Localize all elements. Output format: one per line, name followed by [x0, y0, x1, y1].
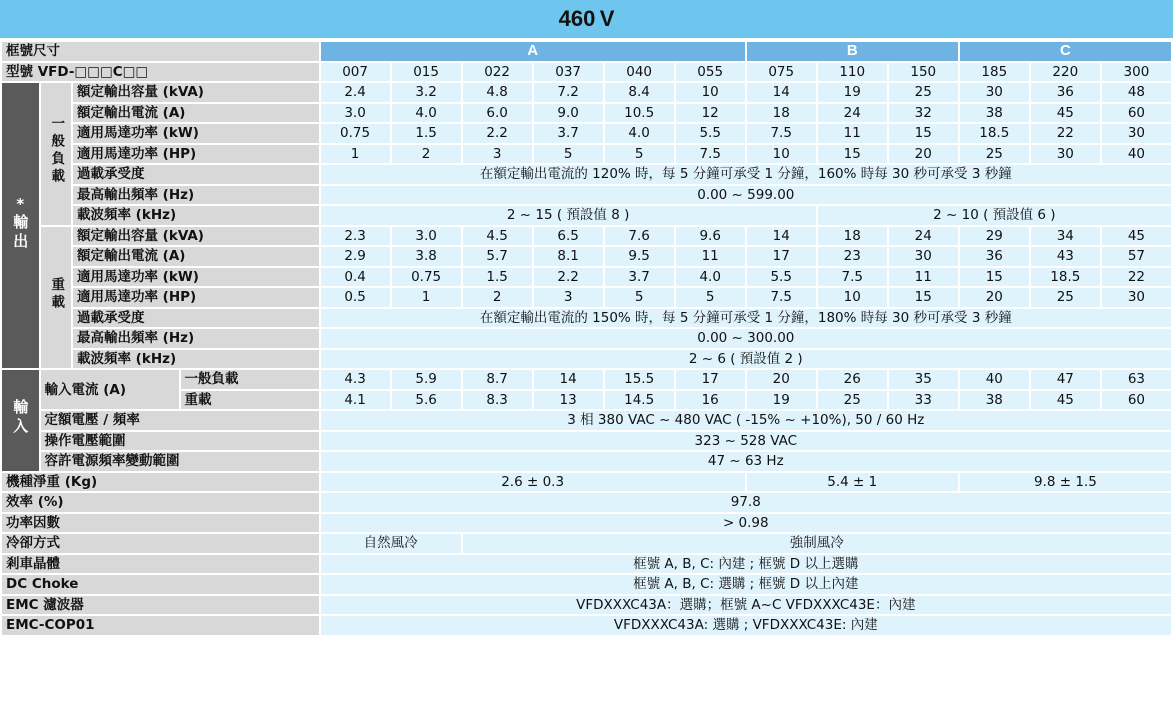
value-cell: 1: [321, 145, 390, 164]
maxfreq-label: 最高輸出頻率 (Hz): [73, 329, 319, 348]
value-cell: 16: [676, 391, 745, 410]
input-row: [2, 452, 1171, 471]
row-label: 額定輸出容量 (kVA): [73, 227, 319, 246]
row-label: 額定輸出容量 (kVA): [73, 83, 319, 102]
value-cell: 17: [676, 370, 745, 389]
cooling-label: 冷卻方式: [2, 534, 319, 553]
value-cell: 4.3: [321, 370, 390, 389]
value-cell: 57: [1102, 247, 1171, 266]
maxfreq-row: [2, 329, 1171, 348]
value-cell: 5: [605, 288, 674, 307]
value-cell: 45: [1031, 104, 1100, 123]
output-group-text: 輸出: [11, 214, 30, 252]
emc-filter: [2, 596, 1171, 615]
value-cell: 4.0: [676, 268, 745, 287]
carrier-row: [2, 350, 1171, 369]
overload-row: [2, 309, 1171, 328]
value-cell: 7.5: [747, 124, 816, 143]
value-cell: 45: [1102, 227, 1171, 246]
model-cell: 220: [1031, 63, 1100, 82]
input-current-sublabel: 重載: [181, 391, 319, 410]
weight-c: 9.8 ± 1.5: [960, 473, 1171, 492]
value-cell: 18: [747, 104, 816, 123]
row-label: 額定輸出電流 (A): [73, 104, 319, 123]
value-cell: 0.4: [321, 268, 390, 287]
input-row-value: 323 ~ 528 VAC: [321, 432, 1171, 451]
output-group-label: [2, 83, 39, 368]
model-cell: 110: [818, 63, 887, 82]
row-label: 適用馬達功率 (kW): [73, 268, 319, 287]
value-cell: 9.0: [534, 104, 603, 123]
row-label: 適用馬達功率 (HP): [73, 288, 319, 307]
value-cell: 4.5: [463, 227, 532, 246]
brake: [2, 555, 1171, 574]
value-cell: 0.5: [321, 288, 390, 307]
model-cell: 007: [321, 63, 390, 82]
value-cell: 3.2: [392, 83, 461, 102]
input-row-label: 容許電源頻率變動範圍: [41, 452, 319, 471]
value-cell: 25: [1031, 288, 1100, 307]
overload-value: 在額定輸出電流的 150% 時，每 5 分鐘可承受 1 分鐘，180% 時每 30 秒可承受 3 秒鐘: [321, 309, 1171, 328]
value-cell: 12: [676, 104, 745, 123]
input-current-label: 輸入電流 (A): [41, 370, 179, 409]
table-row: [2, 268, 1171, 287]
value-cell: 38: [960, 104, 1029, 123]
power-factor: [2, 514, 1171, 533]
model-cell: 300: [1102, 63, 1171, 82]
table-row: [2, 227, 1171, 246]
spec-table: [0, 40, 1173, 637]
carrier-value-b: 2 ~ 10 ( 預設值 6 ): [818, 206, 1171, 225]
value-cell: 6.5: [534, 227, 603, 246]
value-cell: 11: [818, 124, 887, 143]
overload-value: 在額定輸出電流的 120% 時，每 5 分鐘可承受 1 分鐘，160% 時每 30 秒可承受 3 秒鐘: [321, 165, 1171, 184]
frame-a-header: A: [321, 42, 745, 61]
value-cell: 7.5: [676, 145, 745, 164]
value-cell: 5.7: [463, 247, 532, 266]
value-cell: 14: [534, 370, 603, 389]
value-cell: 45: [1031, 391, 1100, 410]
value-cell: 20: [889, 145, 958, 164]
value-cell: 5.5: [676, 124, 745, 143]
value-cell: 7.5: [818, 268, 887, 287]
value-cell: 18: [818, 227, 887, 246]
table-row: [2, 247, 1171, 266]
dc-choke-label: DC Choke: [2, 575, 319, 594]
value-cell: 30: [1031, 145, 1100, 164]
value-cell: 0.75: [392, 268, 461, 287]
value-cell: 5.9: [392, 370, 461, 389]
value-cell: 7.5: [747, 288, 816, 307]
carrier-value: 2 ~ 6 ( 預設值 2 ): [321, 350, 1171, 369]
value-cell: 25: [818, 391, 887, 410]
dc-choke-value: 框號 A, B, C: 選購 ; 框號 D 以上內建: [321, 575, 1171, 594]
model-label: 型號 VFD-□□□C□□: [2, 63, 319, 82]
emc-cop: [2, 616, 1171, 635]
dc-choke: [2, 575, 1171, 594]
value-cell: 48: [1102, 83, 1171, 102]
input-row-value: 47 ~ 63 Hz: [321, 452, 1171, 471]
value-cell: 4.0: [392, 104, 461, 123]
input-group-label: [2, 370, 39, 471]
value-cell: 19: [747, 391, 816, 410]
value-cell: 10: [676, 83, 745, 102]
value-cell: 34: [1031, 227, 1100, 246]
value-cell: 2.4: [321, 83, 390, 102]
value-cell: 8.4: [605, 83, 674, 102]
value-cell: 15: [960, 268, 1029, 287]
value-cell: 32: [889, 104, 958, 123]
value-cell: 0.75: [321, 124, 390, 143]
cooling-natural: 自然風冷: [321, 534, 461, 553]
value-cell: 40: [960, 370, 1029, 389]
value-cell: 25: [960, 145, 1029, 164]
power-factor-label: 功率因數: [2, 514, 319, 533]
model-cell: 022: [463, 63, 532, 82]
value-cell: 8.3: [463, 391, 532, 410]
value-cell: 22: [1102, 268, 1171, 287]
normal_duty-group-text: 一般負載: [48, 115, 65, 186]
cooling-forced: 強制風冷: [463, 534, 1171, 553]
page-title: 460 V: [0, 0, 1173, 38]
value-cell: 10: [747, 145, 816, 164]
value-cell: 5: [534, 145, 603, 164]
value-cell: 3.0: [392, 227, 461, 246]
value-cell: 10.5: [605, 104, 674, 123]
row-label: 適用馬達功率 (HP): [73, 145, 319, 164]
weight-a: 2.6 ± 0.3: [321, 473, 745, 492]
cooling-row: [2, 534, 1171, 553]
value-cell: 63: [1102, 370, 1171, 389]
value-cell: 4.0: [605, 124, 674, 143]
value-cell: 26: [818, 370, 887, 389]
carrier-label: 載波頻率 (kHz): [73, 350, 319, 369]
value-cell: 8.7: [463, 370, 532, 389]
value-cell: 11: [889, 268, 958, 287]
model-cell: 150: [889, 63, 958, 82]
value-cell: 22: [1031, 124, 1100, 143]
frame-row: [2, 42, 1171, 61]
input-current-row: [2, 370, 1171, 389]
frame-b-header: B: [747, 42, 958, 61]
normal_duty-group-label: [41, 83, 71, 225]
emc-filter-value: VFDXXXC43A：選購；框號 A~C VFDXXXC43E：內建: [321, 596, 1171, 615]
model-cell: 185: [960, 63, 1029, 82]
value-cell: 5.5: [747, 268, 816, 287]
value-cell: 1.5: [392, 124, 461, 143]
value-cell: 47: [1031, 370, 1100, 389]
model-row: [2, 63, 1171, 82]
value-cell: 14: [747, 83, 816, 102]
value-cell: 3.7: [534, 124, 603, 143]
value-cell: 2: [463, 288, 532, 307]
value-cell: 8.1: [534, 247, 603, 266]
frame-c-header: C: [960, 42, 1171, 61]
emc-filter-label: EMC 濾波器: [2, 596, 319, 615]
value-cell: 14.5: [605, 391, 674, 410]
value-cell: 38: [960, 391, 1029, 410]
heavy_duty-group-label: [41, 227, 71, 369]
power-factor-value: > 0.98: [321, 514, 1171, 533]
value-cell: 23: [818, 247, 887, 266]
brake-value: 框號 A, B, C: 內建 ; 框號 D 以上選購: [321, 555, 1171, 574]
frame-label: 框號尺寸: [2, 42, 319, 61]
value-cell: 29: [960, 227, 1029, 246]
value-cell: 30: [1102, 124, 1171, 143]
input-current-sublabel: 一般負載: [181, 370, 319, 389]
row-label: 適用馬達功率 (kW): [73, 124, 319, 143]
value-cell: 3: [534, 288, 603, 307]
value-cell: 30: [1102, 288, 1171, 307]
table-row: [2, 83, 1171, 102]
value-cell: 17: [747, 247, 816, 266]
weight-row: [2, 473, 1171, 492]
carrier-label: 載波頻率 (kHz): [73, 206, 319, 225]
value-cell: 1: [392, 288, 461, 307]
value-cell: 13: [534, 391, 603, 410]
model-cell: 075: [747, 63, 816, 82]
table-row: [2, 145, 1171, 164]
value-cell: 30: [889, 247, 958, 266]
value-cell: 7.6: [605, 227, 674, 246]
value-cell: 9.5: [605, 247, 674, 266]
weight-b: 5.4 ± 1: [747, 473, 958, 492]
value-cell: 5: [676, 288, 745, 307]
value-cell: 30: [960, 83, 1029, 102]
value-cell: 36: [1031, 83, 1100, 102]
value-cell: 4.1: [321, 391, 390, 410]
input-row: [2, 432, 1171, 451]
value-cell: 2.2: [534, 268, 603, 287]
value-cell: 3.8: [392, 247, 461, 266]
input-row: [2, 411, 1171, 430]
row-label: 額定輸出電流 (A): [73, 247, 319, 266]
carrier-value-a: 2 ~ 15 ( 預設值 8 ): [321, 206, 816, 225]
value-cell: 15: [889, 124, 958, 143]
value-cell: 6.0: [463, 104, 532, 123]
value-cell: 2.3: [321, 227, 390, 246]
table-row: [2, 124, 1171, 143]
value-cell: 1.5: [463, 268, 532, 287]
value-cell: 24: [818, 104, 887, 123]
value-cell: 3: [463, 145, 532, 164]
value-cell: 43: [1031, 247, 1100, 266]
value-cell: 60: [1102, 391, 1171, 410]
efficiency: [2, 493, 1171, 512]
maxfreq-value: 0.00 ~ 300.00: [321, 329, 1171, 348]
value-cell: 20: [747, 370, 816, 389]
value-cell: 3.0: [321, 104, 390, 123]
carrier-row: [2, 206, 1171, 225]
overload-label: 過載承受度: [73, 309, 319, 328]
value-cell: 24: [889, 227, 958, 246]
emc-cop-label: EMC-COP01: [2, 616, 319, 635]
value-cell: 15: [818, 145, 887, 164]
overload-row: [2, 165, 1171, 184]
value-cell: 14: [747, 227, 816, 246]
value-cell: 10: [818, 288, 887, 307]
value-cell: 20: [960, 288, 1029, 307]
input-group-text: 輸入: [11, 398, 30, 437]
model-cell: 037: [534, 63, 603, 82]
value-cell: 2: [392, 145, 461, 164]
maxfreq-row: [2, 186, 1171, 205]
value-cell: 25: [889, 83, 958, 102]
heavy_duty-group-text: 重載: [48, 276, 65, 312]
emc-cop-value: VFDXXXC43A: 選購 ; VFDXXXC43E: 內建: [321, 616, 1171, 635]
value-cell: 2.2: [463, 124, 532, 143]
value-cell: 40: [1102, 145, 1171, 164]
efficiency-value: 97.8: [321, 493, 1171, 512]
weight-label: 機種淨重 (Kg): [2, 473, 319, 492]
value-cell: 18.5: [1031, 268, 1100, 287]
value-cell: 11: [676, 247, 745, 266]
model-cell: 040: [605, 63, 674, 82]
value-cell: 15.5: [605, 370, 674, 389]
value-cell: 2.9: [321, 247, 390, 266]
value-cell: 5: [605, 145, 674, 164]
value-cell: 15: [889, 288, 958, 307]
value-cell: 33: [889, 391, 958, 410]
value-cell: 60: [1102, 104, 1171, 123]
value-cell: 5.6: [392, 391, 461, 410]
table-row: [2, 288, 1171, 307]
input-row-label: 定額電壓 / 頻率: [41, 411, 319, 430]
efficiency-label: 效率 (%): [2, 493, 319, 512]
output-mark: *: [16, 195, 25, 213]
value-cell: 3.7: [605, 268, 674, 287]
value-cell: 35: [889, 370, 958, 389]
table-row: [2, 104, 1171, 123]
maxfreq-value: 0.00 ~ 599.00: [321, 186, 1171, 205]
value-cell: 19: [818, 83, 887, 102]
maxfreq-label: 最高輸出頻率 (Hz): [73, 186, 319, 205]
brake-label: 剎車晶體: [2, 555, 319, 574]
value-cell: 36: [960, 247, 1029, 266]
overload-label: 過載承受度: [73, 165, 319, 184]
model-cell: 055: [676, 63, 745, 82]
input-row-label: 操作電壓範圍: [41, 432, 319, 451]
value-cell: 9.6: [676, 227, 745, 246]
input-row-value: 3 相 380 VAC ~ 480 VAC ( -15% ~ +10%), 50 / 60 Hz: [321, 411, 1171, 430]
value-cell: 7.2: [534, 83, 603, 102]
value-cell: 18.5: [960, 124, 1029, 143]
value-cell: 4.8: [463, 83, 532, 102]
model-cell: 015: [392, 63, 461, 82]
